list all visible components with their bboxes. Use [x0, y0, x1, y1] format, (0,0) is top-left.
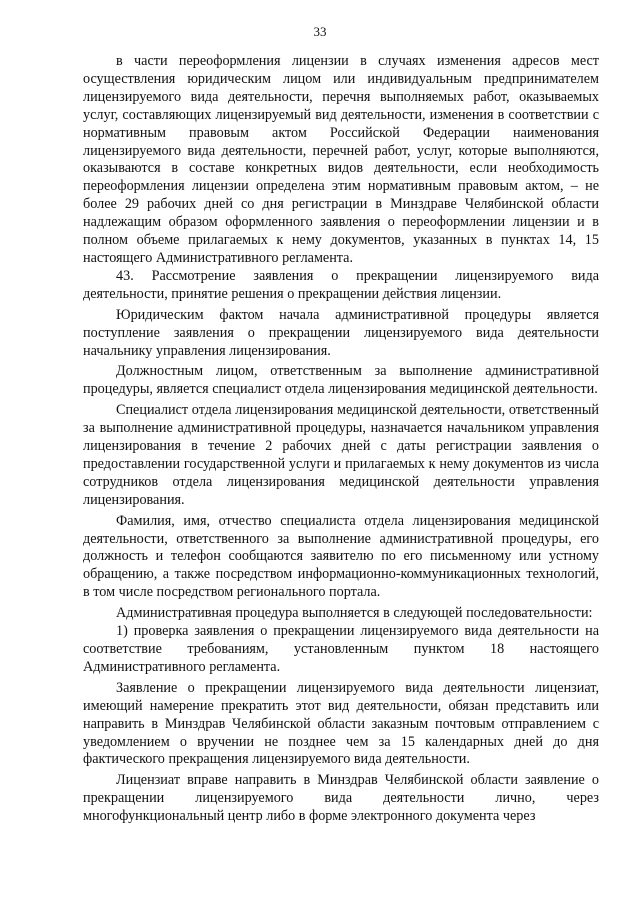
paragraph-specialist-appointment: Специалист отдела лицензирования медицинской деятельности, ответственный за выполнение административной процедуры, назначается начальником управления лицензирования в течение 2 рабочих дней с даты регистрации заявления о предоставлении государственной услуги и прилагаемых к нему документов из числа сотрудников отдела лицензирования медицинской деятельности управления лицензирования. — [83, 402, 599, 508]
paragraph-reissue-term: в части переоформления лицензии в случаях изменения адресов мест осуществления юридическим лицом или индивидуальным предпринимателем лицензируемого вида деятельности, перечня выполняемых работ, оказываемых услуг, составляющих лицензируемый вид деятельности, изменения в соответствии с нормативным правовым актом Российской Федерации наименования лицензируемого вида деятельности, перечней работ, услуг, которые выполняются, оказываются в составе конкретных видов деятельности, если необходимость переоформления лицензии определена этим нормативным правовым актом, – не более 29 рабочих дней со дня регистрации в Минздраве Челябинской области надлежащим образом оформленного заявления о переоформлении лицензии и в полном объеме прилагаемых к нему документов, указанных в пунктах 14, 15 настоящего Административного регламента. — [83, 53, 599, 266]
paragraph-specialist-contacts: Фамилия, имя, отчество специалиста отдела лицензирования медицинской деятельности, ответственного за выполнение административной процедуры, его должность и телефон сообщаются заявителю по его письменному или устному обращению, а также посредством информационно-коммуникационных технологий, в том числе посредством регионального портала. — [83, 512, 599, 601]
paragraph-step-1: 1) проверка заявления о прекращении лицензируемого вида деятельности на соответствие требованиям, установленным пунктом 18 настоящего Административного регламента. — [83, 623, 599, 675]
paragraph-procedure-sequence: Административная процедура выполняется в следующей последовательности: — [116, 605, 593, 622]
paragraph-termination-application: Заявление о прекращении лицензируемого вида деятельности лицензиат, имеющий намерение прекратить этот вид деятельности, обязан представить или направить в Минздрав Челябинской области заказным почтовым отправлением с уведомлением о вручении не позднее чем за 15 календарных дней до дня фактического прекращения лицензируемого вида деятельности. — [83, 679, 599, 768]
paragraph-submission-methods: Лицензиат вправе направить в Минздрав Челябинской области заявление о прекращении лицензируемого вида деятельности лично, через многофункциональный центр либо в форме электронного документа через — [83, 772, 599, 825]
paragraph-legal-fact: Юридическим фактом начала административной процедуры является поступление заявления о прекращении лицензируемого вида деятельности начальнику управления лицензирования. — [83, 306, 599, 359]
page-number: 33 — [313, 24, 327, 39]
paragraph-item-43-heading: 43. Рассмотрение заявления о прекращении лицензируемого вида деятельности, принятие решения о прекращении действия лицензии. — [83, 267, 599, 302]
paragraph-responsible-official: Должностным лицом, ответственным за выполнение административной процедуры, является специалист отдела лицензирования медицинской деятельности. — [83, 363, 599, 398]
document-body — [83, 53, 599, 826]
